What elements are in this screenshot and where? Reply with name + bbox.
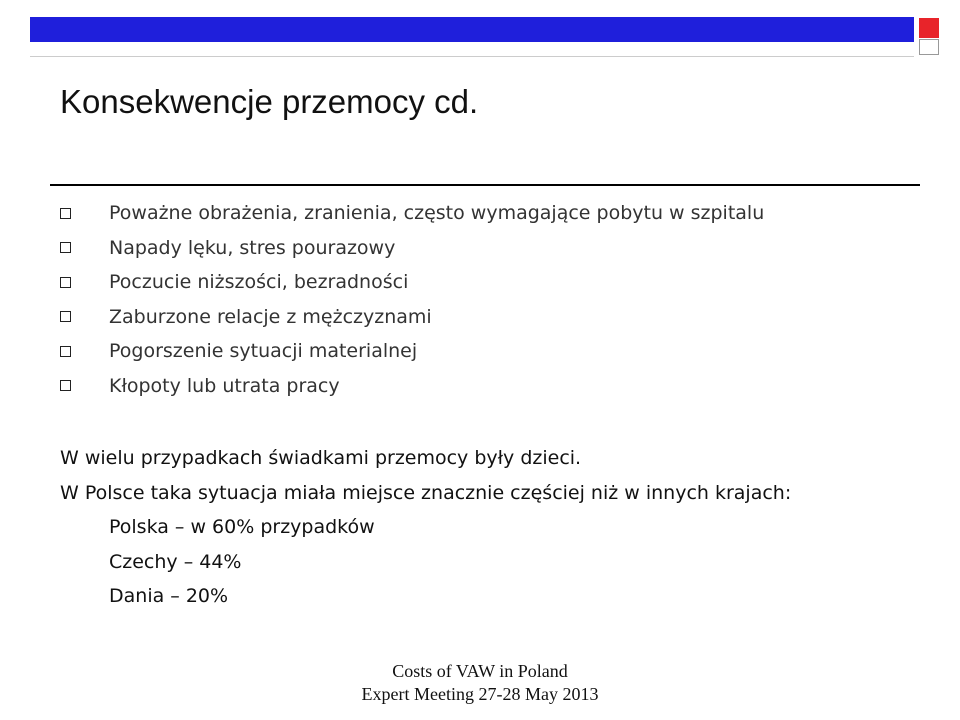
stat-line: Dania – 20%: [109, 585, 229, 607]
header-band: [30, 42, 914, 57]
square-bullet-icon: [60, 311, 71, 322]
square-bullet-icon: [60, 277, 71, 288]
header-bar: [30, 17, 914, 42]
corner-white-square: [919, 39, 939, 55]
bullet-item: [60, 265, 764, 300]
title-divider: [50, 184, 920, 186]
bullet-item: [60, 369, 764, 404]
square-bullet-icon: [60, 242, 71, 253]
bullet-text: Kłopoty lub utrata pracy: [109, 374, 340, 397]
footer-line: Costs of VAW in Poland: [392, 661, 568, 681]
square-bullet-icon: [60, 208, 71, 219]
stat-line: Polska – w 60% przypadków: [109, 516, 375, 538]
paragraph-line: W wielu przypadkach świadkami przemocy były dzieci.: [60, 447, 582, 469]
bullet-text: Pogorszenie sytuacji materialnej: [109, 340, 418, 362]
bullet-text: Zaburzone relacje z mężczyznami: [109, 305, 432, 328]
bullet-item: [60, 231, 764, 266]
bullet-item: [60, 196, 764, 231]
footer-line: Expert Meeting 27-28 May 2013: [361, 684, 599, 704]
stat-line: Czechy – 44%: [109, 550, 242, 573]
square-bullet-icon: [60, 346, 71, 357]
witness-paragraph: [60, 441, 791, 614]
paragraph-line: W Polsce taka sytuacja miała miejsce znacznie częściej niż w innych krajach:: [60, 481, 792, 504]
bullet-item: [60, 334, 764, 369]
bullet-text: Napady lęku, stres pourazowy: [109, 236, 396, 259]
slide-footer: [330, 660, 630, 706]
slide-title: Konsekwencje przemocy cd.: [60, 83, 479, 120]
corner-red-square: [919, 18, 939, 38]
bullet-list: [60, 196, 764, 403]
bullet-text: Poczucie niższości, bezradności: [109, 271, 409, 293]
bullet-item: [60, 300, 764, 335]
bullet-text: Poważne obrażenia, zranienia, często wymagające pobytu w szpitalu: [109, 202, 765, 224]
square-bullet-icon: [60, 380, 71, 391]
